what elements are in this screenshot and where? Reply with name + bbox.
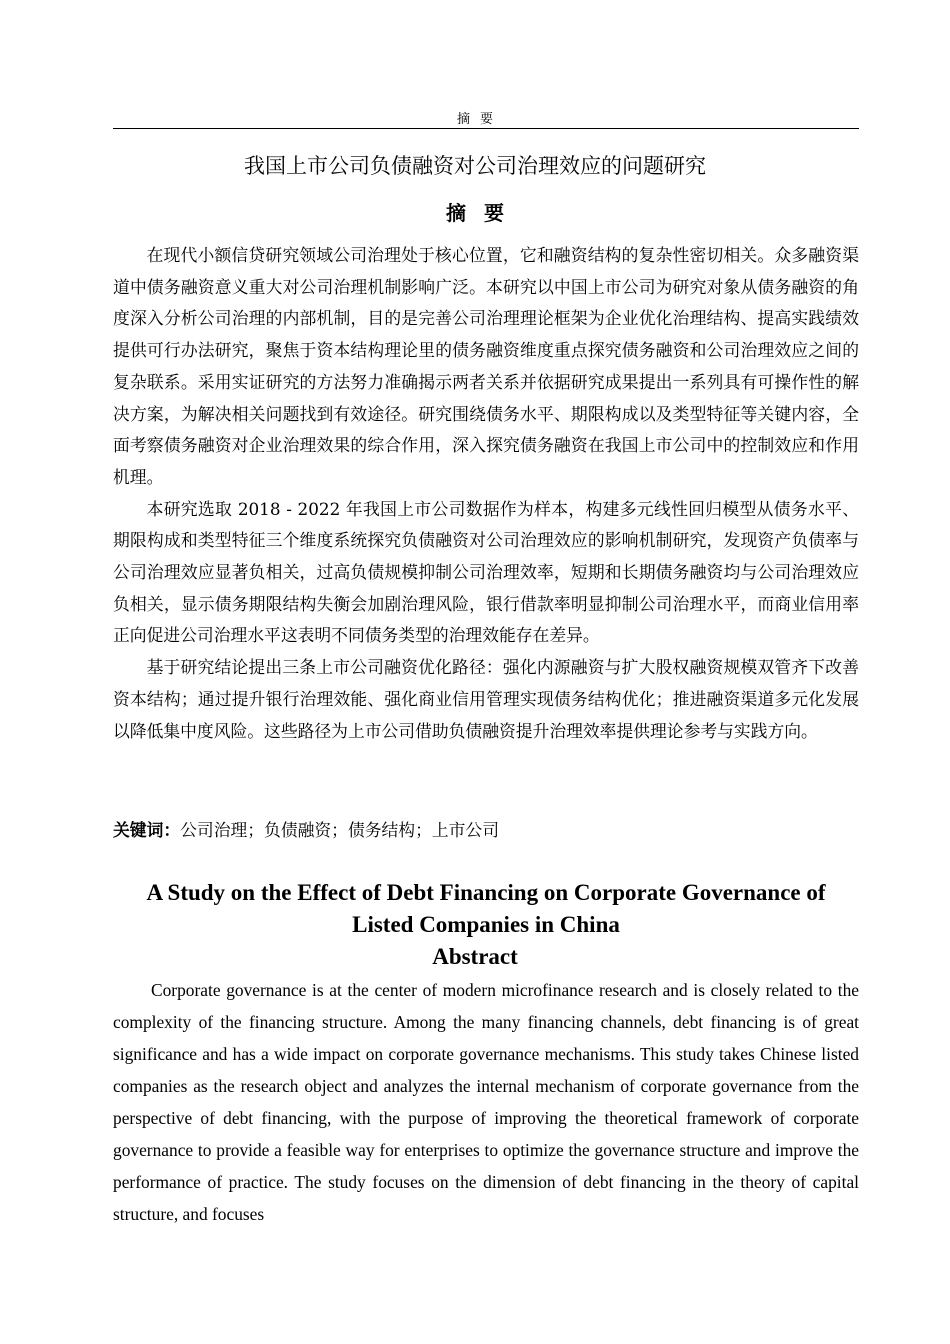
english-abstract-heading: Abstract — [432, 944, 518, 969]
chinese-paragraph: 在现代小额信贷研究领域公司治理处于核心位置，它和融资结构的复杂性密切相关。众多融资渠道中债务融资意义重大对公司治理机制影响广泛。本研究以中国上市公司为研究对象从债务融资的角度深入分析公司治理的内部机制，目的是完善公司治理理论框架为企业优化治理结构、提高实践绩效提供可行办法研究，聚焦于资本结构理论里的债务融资维度重点探究债务融资和公司治理效应之间的复杂联系。采用实证研究的方法努力准确揭示两者关系并依据研究成果提出一系列具有可操作性的解决方案，为解决相关问题找到有效途径。研究围绕债务水平、期限构成以及类型特征等关键内容，全面考察债务融资对企业治理效果的综合作用，深入探究债务融资在我国上市公司中的控制效应和作用机理。 — [113, 245, 859, 487]
keywords-line — [113, 815, 859, 845]
chinese-abstract-heading: 摘要 — [446, 201, 522, 225]
chinese-paragraph: 本研究选取 2018 - 2022 年我国上市公司数据作为样本，构建多元线性回归模型从债务水平、期限构成和类型特征三个维度系统探究负债融资对公司治理效应的影响机制研究，发现资产负债率与公司治理效应显著负相关，过高负债规模抑制公司治理效率，短期和长期债务融资均与公司治理效应负相关，显示债务期限结构失衡会加剧治理风险，银行借款率明显抑制公司治理水平，而商业信用率正向促进公司治理水平这表明不同债务类型的治理效能存在差异。 — [113, 498, 859, 646]
keywords-text: 公司治理；负债融资；债务结构；上市公司 — [180, 820, 499, 840]
english-title: A Study on the Effect of Debt Financing on Corporate Governance of Listed Companies in China — [146, 880, 826, 937]
header-divider — [113, 128, 859, 129]
english-abstract-paragraph: Corporate governance is at the center of modern microfinance research and is closely related to the complexity of the financing structure. Among the many financing channels, debt financing is of great significance and has a wide impact on corporate governance mechanisms. This study takes Chinese listed companies as the research object and analyzes the internal mechanism of corporate governance from the perspective of debt financing, with the purpose of improving the theoretical framework of corporate governance to provide a feasible way for enterprises to optimize the governance structure and improve the performance of practice. The study focuses on the dimension of debt financing in the theory of capital structure, and focuses — [113, 980, 859, 1224]
chinese-paragraph: 基于研究结论提出三条上市公司融资优化路径：强化内源融资与扩大股权融资规模双管齐下改善资本结构；通过提升银行治理效能、强化商业信用管理实现债务结构优化；推进融资渠道多元化发展以降低集中度风险。这些路径为上市公司借助负债融资提升治理效率提供理论参考与实践方向。 — [113, 657, 859, 741]
chinese-title: 我国上市公司负债融资对公司治理效应的问题研究 — [244, 154, 706, 178]
keywords-label: 关键词： — [113, 820, 181, 840]
running-header: 摘要 — [456, 112, 503, 127]
chinese-abstract-body — [113, 240, 859, 747]
